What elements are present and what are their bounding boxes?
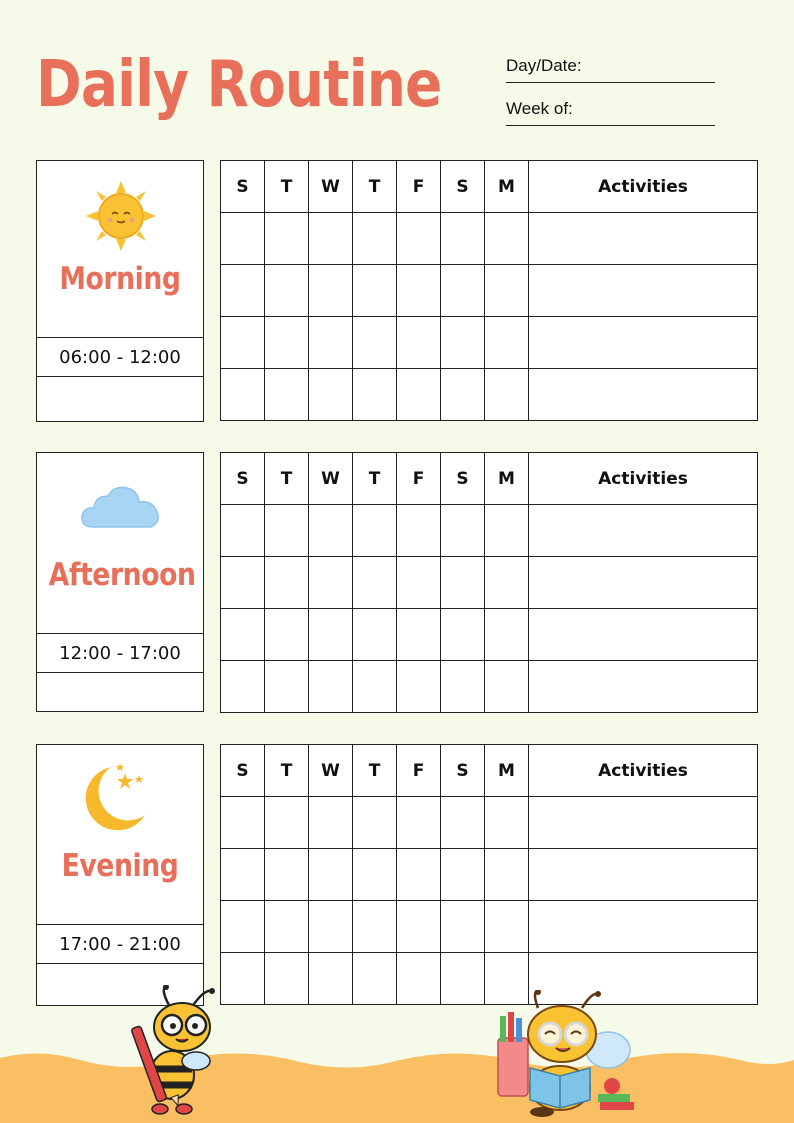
- grid-cell[interactable]: [353, 953, 397, 1005]
- grid-cell[interactable]: [441, 557, 485, 609]
- grid-cell[interactable]: [221, 369, 265, 421]
- grid-cell[interactable]: [441, 265, 485, 317]
- grid-cell[interactable]: [485, 557, 529, 609]
- grid-cell[interactable]: [397, 661, 441, 713]
- grid-cell[interactable]: [397, 797, 441, 849]
- table-row: [221, 953, 758, 1005]
- grid-cell[interactable]: [397, 369, 441, 421]
- grid-cell[interactable]: [485, 901, 529, 953]
- grid-cell[interactable]: [309, 505, 353, 557]
- table-row: [221, 609, 758, 661]
- table-row: [221, 797, 758, 849]
- table-row: [221, 661, 758, 713]
- grid-cell[interactable]: [353, 213, 397, 265]
- grid-cell[interactable]: [309, 849, 353, 901]
- day-header-w: W: [309, 161, 353, 213]
- grid-cell[interactable]: [397, 557, 441, 609]
- table-row: [221, 265, 758, 317]
- grid-cell[interactable]: [353, 505, 397, 557]
- grid-cell[interactable]: [265, 213, 309, 265]
- grid-cell[interactable]: [265, 557, 309, 609]
- grid-cell[interactable]: [353, 557, 397, 609]
- grid-cell[interactable]: [397, 317, 441, 369]
- day-header-w: W: [309, 745, 353, 797]
- grid-cell[interactable]: [353, 661, 397, 713]
- table-row: [221, 849, 758, 901]
- grid-cell[interactable]: [221, 505, 265, 557]
- grid-cell[interactable]: [485, 505, 529, 557]
- grid-cell[interactable]: [309, 317, 353, 369]
- day-header-f: F: [397, 453, 441, 505]
- grid-cell[interactable]: [265, 505, 309, 557]
- grid-cell[interactable]: [397, 849, 441, 901]
- time-range-evening: 17:00 - 21:00: [37, 925, 203, 964]
- day-header-f: F: [397, 161, 441, 213]
- grid-cell[interactable]: [265, 797, 309, 849]
- bottom-wave-decoration: [0, 1040, 794, 1123]
- day-header-t: T: [265, 161, 309, 213]
- grid-cell[interactable]: [221, 849, 265, 901]
- morning-card: [36, 160, 204, 422]
- grid-cell[interactable]: [265, 369, 309, 421]
- grid-cell[interactable]: [485, 609, 529, 661]
- grid-cell[interactable]: [221, 609, 265, 661]
- grid-cell[interactable]: [441, 797, 485, 849]
- day-header-s2: S: [441, 453, 485, 505]
- grid-cell[interactable]: [441, 609, 485, 661]
- grid-cell[interactable]: [309, 265, 353, 317]
- day-header-s2: S: [441, 745, 485, 797]
- grid-cell[interactable]: [397, 213, 441, 265]
- day-date-line: [506, 82, 715, 83]
- activity-cell[interactable]: [529, 265, 758, 317]
- section-label-afternoon: Afternoon: [48, 557, 196, 593]
- activity-cell[interactable]: [529, 849, 758, 901]
- day-header-s2: S: [441, 161, 485, 213]
- week-of-line: [506, 125, 715, 126]
- afternoon-card: [36, 452, 204, 712]
- grid-cell[interactable]: [485, 849, 529, 901]
- activity-cell[interactable]: [529, 557, 758, 609]
- day-header-f: F: [397, 745, 441, 797]
- day-header-s: S: [221, 745, 265, 797]
- grid-cell[interactable]: [309, 557, 353, 609]
- grid-cell[interactable]: [309, 213, 353, 265]
- grid-cell[interactable]: [397, 901, 441, 953]
- grid-cell[interactable]: [485, 661, 529, 713]
- grid-header-row: [221, 161, 758, 213]
- grid-cell[interactable]: [485, 213, 529, 265]
- grid-cell[interactable]: [353, 265, 397, 317]
- grid-cell[interactable]: [353, 797, 397, 849]
- grid-cell[interactable]: [265, 953, 309, 1005]
- grid-cell[interactable]: [309, 797, 353, 849]
- grid-cell[interactable]: [397, 609, 441, 661]
- grid-cell[interactable]: [309, 609, 353, 661]
- grid-cell[interactable]: [441, 849, 485, 901]
- day-date-field[interactable]: [506, 56, 715, 83]
- grid-cell[interactable]: [485, 797, 529, 849]
- day-header-t: T: [265, 453, 309, 505]
- grid-cell[interactable]: [309, 953, 353, 1005]
- grid-cell[interactable]: [265, 901, 309, 953]
- day-header-t2: T: [353, 161, 397, 213]
- day-header-t: T: [265, 745, 309, 797]
- day-header-t2: T: [353, 745, 397, 797]
- day-header-m: M: [485, 161, 529, 213]
- grid-cell[interactable]: [397, 265, 441, 317]
- day-date-label: Day/Date:: [506, 56, 582, 75]
- activities-header: Activities: [529, 453, 758, 505]
- time-range-morning: 06:00 - 12:00: [37, 338, 203, 377]
- moon-stars-icon: [83, 763, 153, 833]
- table-row: [221, 369, 758, 421]
- grid-cell[interactable]: [353, 849, 397, 901]
- table-row: [221, 557, 758, 609]
- grid-cell[interactable]: [265, 661, 309, 713]
- activity-cell[interactable]: [529, 213, 758, 265]
- section-label-evening: Evening: [61, 848, 179, 884]
- table-row: [221, 505, 758, 557]
- grid-cell[interactable]: [221, 557, 265, 609]
- bee-reading-illustration: [490, 990, 640, 1118]
- day-header-m: M: [485, 453, 529, 505]
- activity-cell[interactable]: [529, 797, 758, 849]
- grid-cell[interactable]: [397, 505, 441, 557]
- day-header-m: M: [485, 745, 529, 797]
- time-range-afternoon: 12:00 - 17:00: [37, 634, 203, 673]
- page-title: Daily Routine: [36, 48, 442, 122]
- grid-header-row: [221, 453, 758, 505]
- table-row: [221, 317, 758, 369]
- grid-cell[interactable]: [441, 369, 485, 421]
- day-header-t2: T: [353, 453, 397, 505]
- week-of-label: Week of:: [506, 99, 573, 118]
- table-row: [221, 901, 758, 953]
- grid-cell[interactable]: [441, 901, 485, 953]
- activity-cell[interactable]: [529, 661, 758, 713]
- grid-cell[interactable]: [353, 901, 397, 953]
- grid-cell[interactable]: [441, 213, 485, 265]
- grid-cell[interactable]: [265, 849, 309, 901]
- grid-cell[interactable]: [353, 369, 397, 421]
- grid-cell[interactable]: [265, 265, 309, 317]
- grid-cell[interactable]: [485, 317, 529, 369]
- evening-card: [36, 744, 204, 1006]
- grid-cell[interactable]: [221, 797, 265, 849]
- activity-cell[interactable]: [529, 369, 758, 421]
- activity-cell[interactable]: [529, 505, 758, 557]
- day-header-w: W: [309, 453, 353, 505]
- grid-cell[interactable]: [353, 317, 397, 369]
- table-row: [221, 213, 758, 265]
- day-header-s: S: [221, 161, 265, 213]
- morning-notes-cell[interactable]: [37, 377, 203, 421]
- grid-cell[interactable]: [221, 661, 265, 713]
- activities-header: Activities: [529, 161, 758, 213]
- activities-header: Activities: [529, 745, 758, 797]
- grid-cell[interactable]: [221, 953, 265, 1005]
- grid-cell[interactable]: [485, 369, 529, 421]
- evening-grid: [220, 744, 758, 1005]
- activity-cell[interactable]: [529, 609, 758, 661]
- grid-cell[interactable]: [265, 609, 309, 661]
- week-of-field[interactable]: [506, 99, 715, 126]
- grid-cell[interactable]: [309, 901, 353, 953]
- bee-pencil-illustration: [130, 985, 220, 1115]
- afternoon-notes-cell[interactable]: [37, 673, 203, 711]
- grid-cell[interactable]: [221, 213, 265, 265]
- grid-header-row: [221, 745, 758, 797]
- grid-cell[interactable]: [265, 317, 309, 369]
- grid-cell[interactable]: [309, 661, 353, 713]
- grid-cell[interactable]: [485, 265, 529, 317]
- grid-cell[interactable]: [441, 505, 485, 557]
- grid-cell[interactable]: [441, 661, 485, 713]
- grid-cell[interactable]: [221, 901, 265, 953]
- activity-cell[interactable]: [529, 317, 758, 369]
- section-label-morning: Morning: [59, 261, 181, 297]
- grid-cell[interactable]: [221, 317, 265, 369]
- grid-cell[interactable]: [441, 953, 485, 1005]
- grid-cell[interactable]: [397, 953, 441, 1005]
- cloud-icon: [79, 483, 163, 531]
- grid-cell[interactable]: [441, 317, 485, 369]
- afternoon-grid: [220, 452, 758, 713]
- sun-icon: [86, 181, 156, 251]
- grid-cell[interactable]: [309, 369, 353, 421]
- day-header-s: S: [221, 453, 265, 505]
- grid-cell[interactable]: [221, 265, 265, 317]
- activity-cell[interactable]: [529, 901, 758, 953]
- morning-grid: [220, 160, 758, 421]
- grid-cell[interactable]: [353, 609, 397, 661]
